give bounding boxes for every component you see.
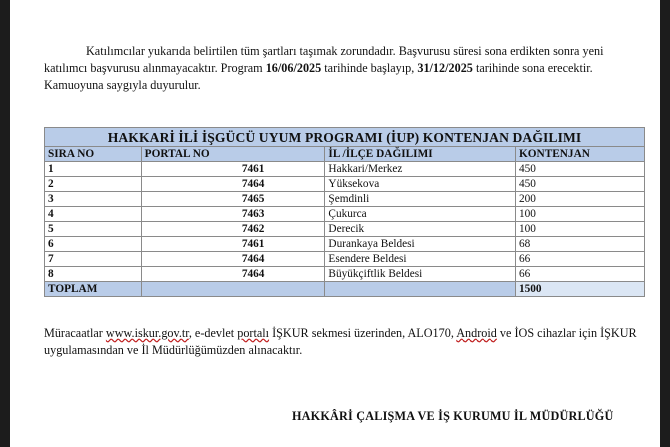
- row-quota: 200: [515, 192, 644, 207]
- contact-text-d: ve İOS cihazlar için İŞKUR uygulamasından ve İl Müdürlüğümüzden alınacaktır.: [44, 326, 637, 357]
- row-quota: 100: [515, 207, 644, 222]
- android-word: Android: [456, 326, 497, 340]
- table-row: [45, 177, 645, 192]
- row-portal-no: 7464: [141, 252, 325, 267]
- row-district: Büyükçiftlik Beldesi: [325, 267, 516, 282]
- row-quota: 450: [515, 162, 644, 177]
- total-label: TOPLAM: [45, 282, 142, 297]
- contact-text-a: Müracaatlar: [44, 326, 106, 340]
- table-body: [45, 162, 645, 282]
- header-sira-no: SIRA NO: [45, 147, 142, 162]
- intro-paragraph: [44, 43, 644, 94]
- start-date: 16/06/2025: [265, 61, 322, 75]
- table-title-row: [45, 128, 645, 147]
- total-empty: [141, 282, 325, 297]
- row-portal-no: 7465: [141, 192, 325, 207]
- contact-paragraph: [44, 325, 644, 359]
- row-quota: 66: [515, 267, 644, 282]
- table-row: [45, 162, 645, 177]
- table-row: [45, 192, 645, 207]
- row-district: Derecik: [325, 222, 516, 237]
- row-quota: 68: [515, 237, 644, 252]
- table-header-row: [45, 147, 645, 162]
- table-row: [45, 267, 645, 282]
- row-portal-no: 7462: [141, 222, 325, 237]
- row-sira-no: 7: [45, 252, 142, 267]
- row-quota: 100: [515, 222, 644, 237]
- row-portal-no: 7463: [141, 207, 325, 222]
- row-district: Hakkari/Merkez: [325, 162, 516, 177]
- intro-text-b: tarihinde başlayıp,: [321, 61, 418, 75]
- end-date: 31/12/2025: [417, 61, 473, 75]
- row-portal-no: 7461: [141, 162, 325, 177]
- total-empty: [325, 282, 516, 297]
- contact-text-c: İŞKUR sekmesi üzerinden, ALO170,: [269, 326, 457, 340]
- row-sira-no: 1: [45, 162, 142, 177]
- table-row: [45, 252, 645, 267]
- row-quota: 66: [515, 252, 644, 267]
- row-district: Çukurca: [325, 207, 516, 222]
- row-sira-no: 2: [45, 177, 142, 192]
- table-row: [45, 207, 645, 222]
- table-row: [45, 237, 645, 252]
- intro-text-a: Katılımcılar yukarıda belirtilen tüm şartları taşımak zorundadır. Başvurusu süresi sona erdikten sonra yeni katılımcı başvurusu alınmayacaktır. Program: [44, 44, 604, 75]
- header-district: İL /İLÇE DAĞILIMI: [325, 147, 516, 162]
- portal-word: portalı: [237, 326, 270, 340]
- row-sira-no: 4: [45, 207, 142, 222]
- row-portal-no: 7461: [141, 237, 325, 252]
- row-quota: 450: [515, 177, 644, 192]
- row-district: Şemdinli: [325, 192, 516, 207]
- row-district: Durankaya Beldesi: [325, 237, 516, 252]
- header-portal-no: PORTAL NO: [141, 147, 325, 162]
- total-row: [45, 282, 645, 297]
- total-value: 1500: [515, 282, 644, 297]
- header-quota: KONTENJAN: [515, 147, 644, 162]
- row-portal-no: 7464: [141, 267, 325, 282]
- row-sira-no: 3: [45, 192, 142, 207]
- row-district: Esendere Beldesi: [325, 252, 516, 267]
- institution-signature: HAKKÂRİ ÇALIŞMA VE İŞ KURUMU İL MÜDÜRLÜĞÜ: [292, 409, 614, 423]
- table-title: HAKKARİ İLİ İŞGÜCÜ UYUM PROGRAMI (İUP) KONTENJAN DAĞILIMI: [45, 128, 645, 147]
- row-district: Yüksekova: [325, 177, 516, 192]
- row-sira-no: 6: [45, 237, 142, 252]
- intro-text-c: tarihinde sona erecektir. Kamuoyuna saygıyla duyurulur.: [44, 61, 593, 92]
- document-page: [10, 0, 660, 447]
- contact-text-b: , e-devlet: [188, 326, 238, 340]
- table-row: [45, 222, 645, 237]
- row-sira-no: 8: [45, 267, 142, 282]
- quota-table: [44, 127, 645, 297]
- iskur-url[interactable]: www.iskur.gov.tr: [105, 326, 189, 340]
- row-portal-no: 7464: [141, 177, 325, 192]
- row-sira-no: 5: [45, 222, 142, 237]
